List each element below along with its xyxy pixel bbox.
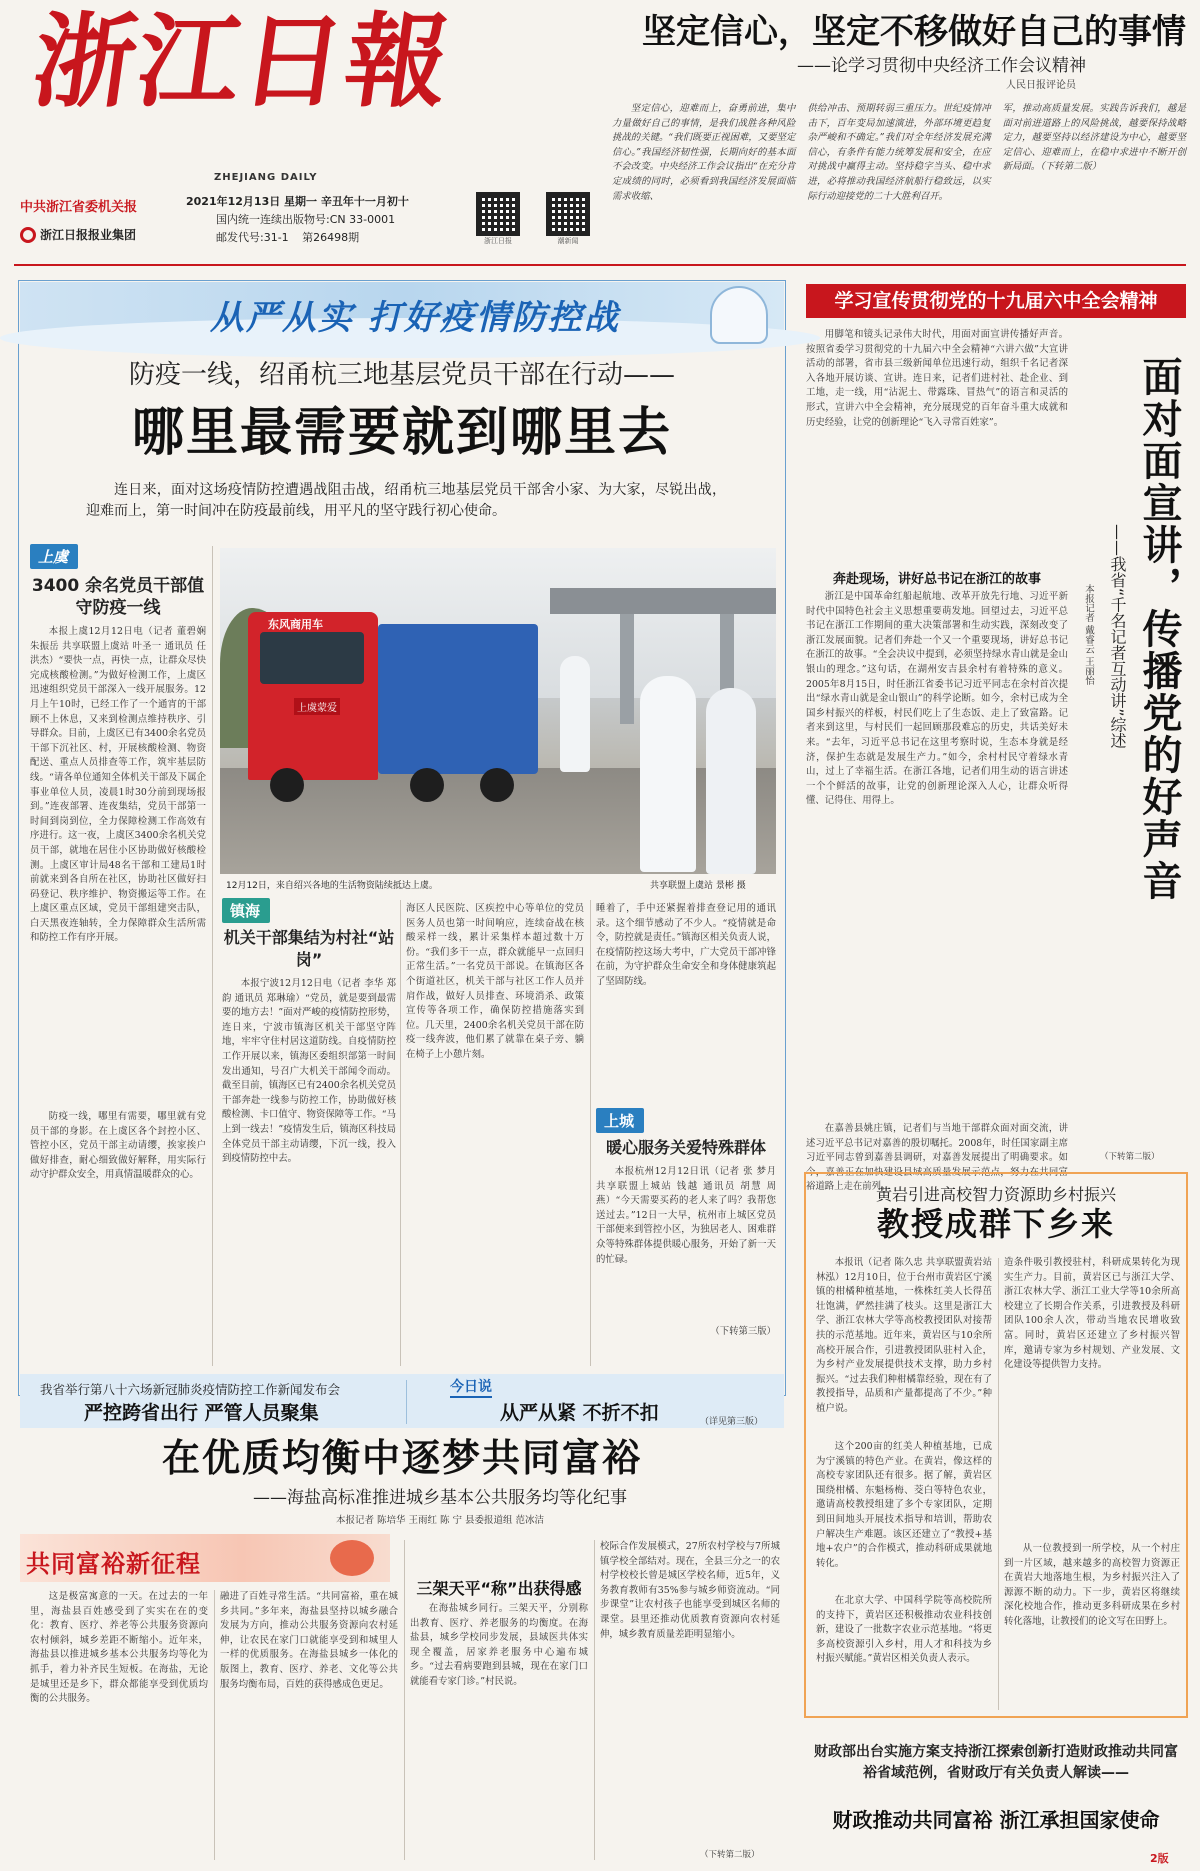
- truck-windshield-shape: [260, 632, 364, 684]
- column-rule: [212, 546, 213, 1366]
- newspaper-logo: 浙江日報: [25, 2, 459, 122]
- today-says-more: （详见第三版）: [700, 1417, 764, 1427]
- truck-cargo-shape: [378, 624, 538, 774]
- bottom-subtitle: ——海盐高标准推进城乡基本公共服务均等化纪事: [253, 1488, 627, 1508]
- press-conf-title[interactable]: 严控跨省出行 严管人员聚集: [84, 1402, 319, 1424]
- qr-code-1-label: 浙江日报: [484, 237, 512, 245]
- truck-wheel-shape: [270, 768, 304, 802]
- huangyan-kicker: 黄岩引进高校智力资源助乡村振兴: [875, 1185, 1116, 1204]
- zhenhai-body-3: 睡着了，手中还紧握着排查登记用的通讯录。这个细节感动了不少人。“疫情就是命令，防控就是责任。”镇海区相关负责人说，在疫情防控这场大考中，广大党员干部冲锋在前，为守护群众生命安全和身体健康筑起了坚固防线。: [596, 903, 776, 987]
- shangcheng-tag: 上城: [596, 1108, 644, 1133]
- shangyu-title: 3400 余名党员干部值守防疫一线: [31, 576, 205, 618]
- zhenhai-section[interactable]: [222, 898, 396, 1368]
- study-header[interactable]: 学习宣传贯彻党的十九届六中全会精神: [806, 284, 1186, 318]
- finance-title[interactable]: 财政推动共同富裕 浙江承担国家使命: [832, 1808, 1160, 1832]
- news-photo[interactable]: [220, 548, 776, 874]
- column-rule: [404, 1540, 405, 1860]
- shangcheng-section[interactable]: [596, 1108, 776, 1370]
- zhenhai-title: 机关干部集结为村社“站岗”: [223, 928, 395, 969]
- column-rule: [214, 1590, 215, 1860]
- study-body-3: 在嘉善县姚庄镇，记者们与当地干部群众面对面交流，讲述习近平总书记对嘉善的殷切嘱托。2008年，时任国家副主席习近平同志曾到嘉善县调研，对嘉善发展提出了明确要求。如今，嘉善正在加快建设县域高质量发展示范点，努力在共同富裕道路上走在前列。: [806, 1123, 1068, 1193]
- lead-subtitle: ——论学习贯彻中央经济工作会议精神: [797, 56, 1086, 76]
- worker-figure-shape: [560, 656, 590, 772]
- today-says-tag: 今日说: [450, 1376, 492, 1398]
- truck-wheel-shape: [410, 768, 444, 802]
- truck-banner-text: 上虞蒙爱: [294, 698, 340, 715]
- finance-kicker: 财政部出台实施方案支持浙江探索创新打造财政推动共同富裕省域范例，省财政厅有关负责人解读——: [814, 1744, 1178, 1781]
- vertical-title[interactable]: 面对面宣讲，传播党的好声音: [1136, 356, 1182, 902]
- vertical-byline: 本报记者 戴睿云 王丽怡: [1083, 584, 1094, 686]
- huangyan-body-4: 造条件吸引教授驻村，科研成果转化为现实生产力。目前，黄岩区已与浙江大学、浙江农林大学、浙江工业大学等10余所高校建立了长期合作关系，引进教授及科研团队100余人次，带动当地农民增收致富。同时，黄岩区还建立了乡村振兴智库，邀请专家为乡村规划、产业发展、文化建设等提供智力支持。: [1004, 1257, 1180, 1371]
- bottom-col-2: 融进了百姓寻常生活。“共同富裕，重在城乡共同。”多年来，海盐县坚持以城乡融合发展为方向，推动公共服务资源向农村延伸，让农民在家门口就能享受到和城里人一样的优质服务。在海盐县城乡一体化的版图上，教育、医疗、养老、文化等公共服务均衡布局，百姓的获得感成色更足。: [220, 1591, 398, 1690]
- column-rule: [400, 900, 401, 1366]
- issue-number: 第26498期: [302, 231, 360, 244]
- toll-pillar-shape: [620, 614, 634, 724]
- lead-col-1: 坚定信心，迎难而上，奋勇前进，集中力量做好自己的事情，是我们战胜各种风险挑战的关键。“我们既要正视困难，又要坚定信心。”我国经济韧性强，长期向好的基本面不会改变。中央经济工作会议指出“在充分肯定成绩的同时，必须看到我国经济发展面临需求收缩、: [612, 103, 796, 202]
- qr-code-2-label: 潮新闻: [557, 237, 579, 245]
- huangyan-body-2: 这个200亩的红美人种植基地，已成为宁溪镇的特色产业。在黄岩，像这样的高校专家团队还有很多。据了解，黄岩区围绕柑橘、东魁杨梅、茭白等特色农业，邀请高校教授组建了多个专家团队，定期到田间地头开展技术指导和培训，帮助农户解决生产难题。该区还建立了“教授+基地+农户”的合作模式，推动科研成果就地转化。: [816, 1441, 992, 1569]
- group-name: 浙江日报报业集团: [40, 228, 137, 242]
- shangyu-body: 本报上虞12月12日电（记者 董碧娴 朱振岳 共享联盟上虞站 叶圣一 通讯员 任洪杰）“要快一点，再快一点，让群众尽快完成核酸检测。”为做好检测工作，上虞区迅速组织党员干部深入一线开展服务。12月上午10时，已经工作了一个通宵的干部顾不上休息，又来到检测点维持秩序、引导群众。目前，上虞区已有3400余名党员干部下沉社区、村，开展核酸检测、物资配送、重点人员排查等工作，筑牢基层防线。“请各单位通知全体机关干部及下属企事业单位人员，凌晨1时30分前到现场报到。”连夜部署、连夜集结，党员干部第一时间到岗到位，全力保障检测工作高效有序进行。这一夜，上虞区3400余名机关党员干部，就地在居住小区协助做好核酸检测。上虞区审计局48名干部和工建局1时前就来到各自所在社区，协助社区做好扫码登记、秩序维护、物资搬运等工作。在上虞区重点区域，党员干部组建突击队，白天黑夜连轴转，全力保障群众生活所需和防控工作有序开展。: [30, 626, 206, 944]
- study-body-1: 用脚笔和镜头记录伟大时代，用面对面宣讲传播好声音。按照省委学习贯彻党的十九届六中全会精神“六讲六做”大宣讲活动的部署，省市县三级新闻单位迅速行动，组织千名记者深入各地开展访谈、宣讲。连日来，记者们进村社、赴企业、到工地，走一线，用“沾泥土、带露珠、冒热气”的语言和灵活的形式，宣讲六中全会精神，充分展现党的百年奋斗重大成就和历史经验，让党的创新理论“飞入寻常百姓家”。: [806, 329, 1068, 428]
- bottom-subhead: 三架天平“称”出获得感: [416, 1579, 582, 1598]
- column-rule: [594, 1540, 595, 1860]
- column-rule: [998, 1258, 999, 1710]
- study-subhead: 奔赴现场，讲好总书记在浙江的故事: [832, 572, 1041, 587]
- truck-wheel-shape: [480, 768, 514, 802]
- lead-byline: 人民日报评论员: [1006, 80, 1076, 91]
- bottom-title[interactable]: 在优质均衡中逐梦共同富裕: [161, 1436, 642, 1480]
- worker-figure-shape: [640, 676, 696, 872]
- worker-figure-shape: [706, 688, 756, 874]
- zhenhai-tag: 镇海: [222, 898, 270, 923]
- main-title[interactable]: 哪里最需要就到哪里去: [131, 403, 672, 463]
- party-organ: 中共浙江省委机关报: [20, 200, 138, 215]
- shangyu-more: 防疫一线，哪里有需要，哪里就有党员干部的身影。在上虞区各个封控小区、管控小区，党员干部主动请缨，挨家挨户做好排查，耐心细致做好解释，用实际行动守护群众安全，用真情温暖群众的心。: [30, 1111, 206, 1181]
- vertical-subtitle: ——我省“千名记者互动讲”综述: [1108, 524, 1127, 749]
- bottom-col-3: 在海盐城乡同行。三架天平，分别称出教育、医疗、养老服务的均衡度。在海盐县，城乡学校同步发展，县域医共体实现全覆盖，居家养老服务中心遍布城乡。“过去看病要跑到县城，现在在家门口就能看专家门诊。”村民说。: [410, 1603, 588, 1687]
- bottom-more: （下转第二版）: [700, 1850, 760, 1860]
- main-intro: 连日来，面对这场疫情防控遭遇战阻击战，绍甬杭三地基层党员干部舍小家、为大家，尽锐出战，迎难而上，第一时间冲在防疫最前线，用平凡的坚守践行初心使命。: [86, 482, 726, 519]
- column-rule: [590, 900, 591, 1366]
- qr-code-1[interactable]: [476, 192, 520, 246]
- photo-caption: 12月12日，来自绍兴各地的生活物资陆续抵达上虞。: [226, 881, 438, 891]
- column-rule: [406, 1380, 407, 1424]
- huangyan-title: 教授成群下乡来: [876, 1205, 1115, 1243]
- huangyan-body-3: 在北京大学、中国科学院等高校院所的支持下，黄岩区还积极推动农业科技创新，建设了一批数字农业示范基地。“将更多高校资源引入乡村，用人才和科技为乡村振兴赋能。”黄岩区相关负责人表示。: [816, 1595, 992, 1665]
- shangyu-tag: 上虞: [30, 544, 78, 569]
- bottom-col-1: 这是极富寓意的一天。在过去的一年里，海盐县百姓感受到了实实在在的变化：教育、医疗、养老等公共服务资源向农村倾斜，城乡差距不断缩小。近年来，海盐县以推进城乡基本公共服务均等化为抓手，着力补齐民生短板。在海盐，无论是城里还是乡下，群众都能享受到优质均衡的公共服务。: [30, 1591, 208, 1705]
- masthead-rule: [14, 264, 1186, 266]
- huangyan-body-1: 本报讯（记者 陈久忠 共享联盟黄岩站 林泓）12月10日，位于台州市黄岩区宁溪镇的柑橘种植基地，一株株红美人长得茁壮饱满，俨然挂满了枝头。这里是浙江大学、浙江农林大学等高校教授团队对接帮扶的示范基地。近年来，黄岩区与10余所高校开展合作，引进教授团队驻村入企，为乡村产业发展提供技术支撑，助力乡村振兴。“过去我们种柑橘靠经验，现在有了教授指导，品质和产量都提高了不少。”种植户说。: [816, 1257, 992, 1414]
- group-logo: [20, 226, 136, 243]
- qr-code-icon: [546, 192, 590, 236]
- shangcheng-more: （下转第三版）: [710, 1326, 776, 1337]
- lead-article[interactable]: [612, 10, 1186, 254]
- group-emblem-icon: [20, 227, 36, 243]
- bottom-byline: 本报记者 陈培华 王雨红 陈 宁 县委报道组 范冰洁: [335, 1515, 545, 1526]
- toll-canopy-shape: [550, 588, 776, 614]
- lead-col-2: 供给冲击、预期转弱三重压力。世纪疫情冲击下，百年变局加速演进，外部环境更趋复杂严峻和不确定。”我们对全年经济发展充满信心，有条件有能力统筹发展和安全，在应对挑战中赢得主动。坚持稳字当头、稳中求进，必将推动我国经济航船行稳致远，以实际行动迎接党的二十大胜利召开。: [807, 103, 991, 202]
- bottom-col-4: 校际合作发展模式，27所农村学校与7所城镇学校全部结对。现在，全县三分之一的农村学校校长曾是城区学校名师，近5年，义务教育教师有35%参与城乡师资流动。“同步课堂”让农村孩子也能享受到城区名师的课堂。县里还推动优质教育资源向农村延伸，城乡教育质量差距明显缩小。: [600, 1541, 780, 1640]
- lead-title: 坚定信心，坚定不移做好自己的事情: [642, 12, 1186, 52]
- issue-postal: 邮发代号:31-1: [216, 231, 289, 244]
- banner-text: 从严从实 打好疫情防控战: [210, 298, 620, 338]
- shangyu-section[interactable]: [30, 544, 206, 1104]
- zhenhai-body: 本报宁波12月12日电（记者 李华 郑韵 通讯员 郑琳瑜）“党员，就是要到最需要的地方去！”面对严峻的疫情防控形势，连日来，宁波市镇海区机关干部坚守阵地，牢牢守住村居这道防线。自疫情防控工作开展以来，镇海区委组织部第一时间发出通知，号召广大机关干部闻令而动。截至目前，镇海区已有2400余名机关党员干部奔赴一线参与防控工作，协助做好核酸检测、卡口值守、物资保障等工作。“马上到一线去！”疫情发生后，镇海区科技局全体党员干部主动请缨，下沉一线，投入到疫情防控中去。: [222, 978, 396, 1165]
- shangcheng-title: 暖心服务关爱特殊群体: [605, 1138, 766, 1157]
- today-says-title[interactable]: 从严从紧 不折不扣: [500, 1402, 659, 1424]
- lead-col-3: 军，推动高质量发展。实践告诉我们，越是面对前进道路上的风险挑战，越要保持战略定力，越要坚持以经济建设为中心，越要坚定信心、迎难而上，在稳中求进中不断开创新局面。（下转第二版）: [1002, 103, 1186, 173]
- zhenhai-body-2: 海区人民医院、区疾控中心等单位的党员医务人员也第一时间响应，连续奋战在核酸采样一线，累计采集样本超过数十万份。“我们多干一点，群众就能早一点回归正常生活。”一名党员干部说。在镇海区各个街道社区，机关干部与社区工作人员并肩作战，做好人员排查、环境消杀、政策宣传等各项工作，确保防控措施落实到位。几天里，2400余名机关党员干部在防疫一线奔波，他们累了就靠在桌子旁、躺在椅子上小憩片刻。: [406, 903, 584, 1060]
- issue-info: [186, 193, 409, 247]
- series-title: 共同富裕新征程: [26, 1550, 201, 1578]
- study-body-2: 浙江是中国革命红船起航地、改革开放先行地、习近平新时代中国特色社会主义思想重要萌发地。回望过去，习近平总书记在浙江工作期间的重大决策部署和生动实践，深刻改变了浙江发展面貌。记者们奔赴一个又一个重要现场，讲好总书记在浙江的故事。“全会决议中提到，必须坚持绿水青山就是金山银山的理念。”这句话，在湖州安吉县余村有着特殊的意义。2005年8月15日，时任浙江省委书记习近平同志在余村首次提出“绿水青山就是金山银山”的科学论断。如今，余村已成为全国乡村振兴的样板，村民们吃上了生态饭、走上了致富路。记者来到这里，与村民们一起回顾那段难忘的历史，共话美好未来。“去年，习近平总书记在这里考察时说，生态本身就是经济，保护生态就是发展生产力。”如今，余村村民守着绿水青山，过上了幸福生活。在浙江各地，记者们用生动的语言讲述一个个鲜活的故事，让党的创新理论深入人心，让群众听得懂、记得住、用得上。: [806, 591, 1068, 807]
- photo-credit: 共享联盟上虞站 景彬 摄: [650, 881, 746, 891]
- page-number: 2版: [1150, 1852, 1169, 1865]
- press-conf-kicker: 我省举行第八十六场新冠肺炎疫情防控工作新闻发布会: [40, 1382, 341, 1397]
- medical-worker-icon: [710, 286, 768, 344]
- main-kicker: 防疫一线，绍甬杭三地基层党员干部在行动——: [128, 360, 675, 390]
- qr-code-icon: [476, 192, 520, 236]
- qr-code-2[interactable]: [546, 192, 590, 246]
- study-more: （下转第二版）: [1100, 1152, 1160, 1162]
- issue-date: 2021年12月13日 星期一 辛丑年十一月初十: [186, 195, 409, 208]
- logo-pinyin: ZHEJIANG DAILY: [214, 172, 318, 183]
- huangyan-body-5: 从一位教授到一所学校，从一个村庄到一片区域，越来越多的高校智力资源正在黄岩大地落地生根，为乡村振兴注入了源源不断的动力。下一步，黄岩区将继续深化校地合作，推动更多科研成果在乡村转化落地，让教授们的论文写在田野上。: [1004, 1543, 1180, 1627]
- campaign-banner[interactable]: [20, 282, 784, 342]
- runner-icon: [330, 1540, 374, 1576]
- truck-brand-text: 东风商用车: [268, 618, 323, 631]
- issue-cn: 国内统一连续出版物号:CN 33-0001: [216, 213, 396, 226]
- shangcheng-body: 本报杭州12月12日讯（记者 张 梦月 共享联盟上城站 钱越 通讯员 胡慧 周燕）“今天需要买药的老人来了吗？我帮您送过去。”12日一大早，杭州市上城区党员干部便来到管控小区，为独居老人、困难群众等特殊群体提供暖心服务，开始了新一天的忙碌。: [596, 1166, 776, 1265]
